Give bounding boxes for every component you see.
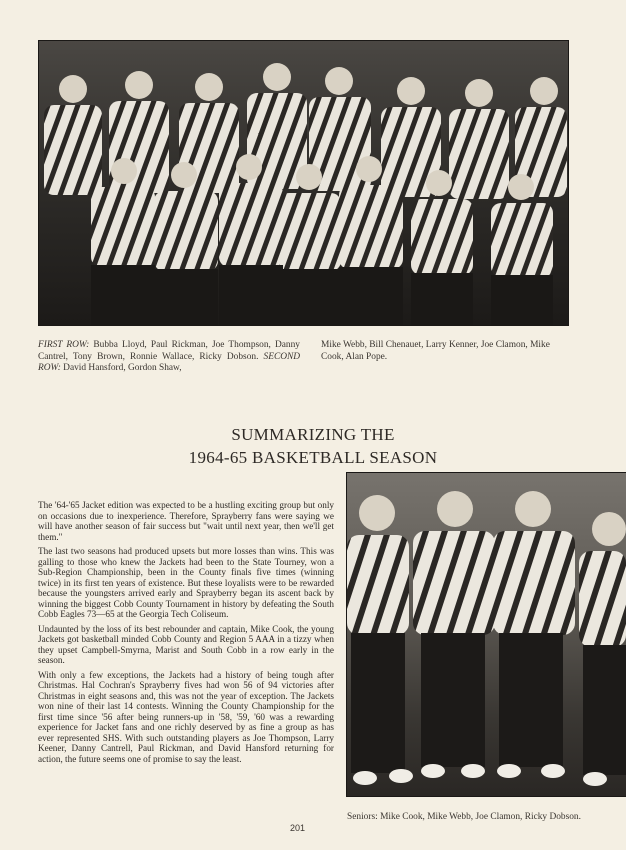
second-row-label: SECOND ROW: (38, 351, 300, 373)
team-photo (38, 40, 569, 326)
section-title-line-2: 1964-65 BASKETBALL SEASON (188, 448, 438, 467)
team-photo-figures (39, 41, 568, 325)
season-summary-text (38, 500, 334, 768)
second-row-names: David Hansford, Gordon Shaw, (60, 363, 182, 373)
team-caption-left (38, 340, 300, 375)
first-row-label: FIRST ROW: (38, 340, 90, 350)
paragraph-1: The '64-'65 Jacket edition was expected to be a hustling exciting group but only on occasions due to inexperience. Therefore, Sprayberry fans were saying we will have another season of fair success but "wait until next year, then we'll get them." (38, 500, 334, 542)
seniors-caption: Seniors: Mike Cook, Mike Webb, Joe Clamon, Ricky Dobson. (347, 812, 581, 822)
seniors-photo (346, 472, 626, 797)
paragraph-3: Undaunted by the loss of its best rebounder and captain, Mike Cook, the young Jackets got basketball minded Cobb County and Region 5 AAA in a tizzy when they upset Campbell-Smyrna, Marist and South Cobb in a row early in the season. (38, 623, 334, 665)
page-number: 201 (290, 823, 306, 833)
seniors-photo-figures (347, 473, 626, 796)
team-caption-right: Mike Webb, Bill Chenauet, Larry Kenner, Joe Clamon, Mike Cook, Alan Pope. (321, 340, 550, 362)
paragraph-4: With only a few exceptions, the Jackets had a history of being tough after Christmas. Hal Cochran's Sprayberry fives had won 56 of 94 victories after Christmas in eight seasons and, this was not the year of exception. The Jackets won nine of their last 14 contests. Winning the County Championship for the first time since '56 after being runners-up in '58, '59, '60 was a rewarding experience for Jacket fans and one richly deserved by as fine a group as has ever represented SHS. With such outstanding players as Joe Thompson, Larry Keener, Danny Cantrell, Paul Rickman, and David Hansford returning for action, the future seems one of promise to say the least. (38, 669, 334, 764)
section-title-line-1: SUMMARIZING THE (231, 425, 395, 444)
first-row-names: Bubba Lloyd, Paul Rickman, Joe Thompson, Danny Cantrel, Tony Brown, Ronnie Wallace, Ricky Dobson. (38, 340, 300, 362)
paragraph-2: The last two seasons had produced upsets but more losses than wins. This was galling to those who knew the Jackets had been to the State Tourney, won a Sub-Region Championship, been in the County finals five times (winning twice) in its first ten years of existence. But these loyalists were to be rewarded because the youngsters arrived early and Sprayberry began its ascent back by winning the biggest Cobb County Tournament in history by defeating the South Cobb Eagles 73—65 at the Georgia Tech Coliseum. (38, 546, 334, 619)
